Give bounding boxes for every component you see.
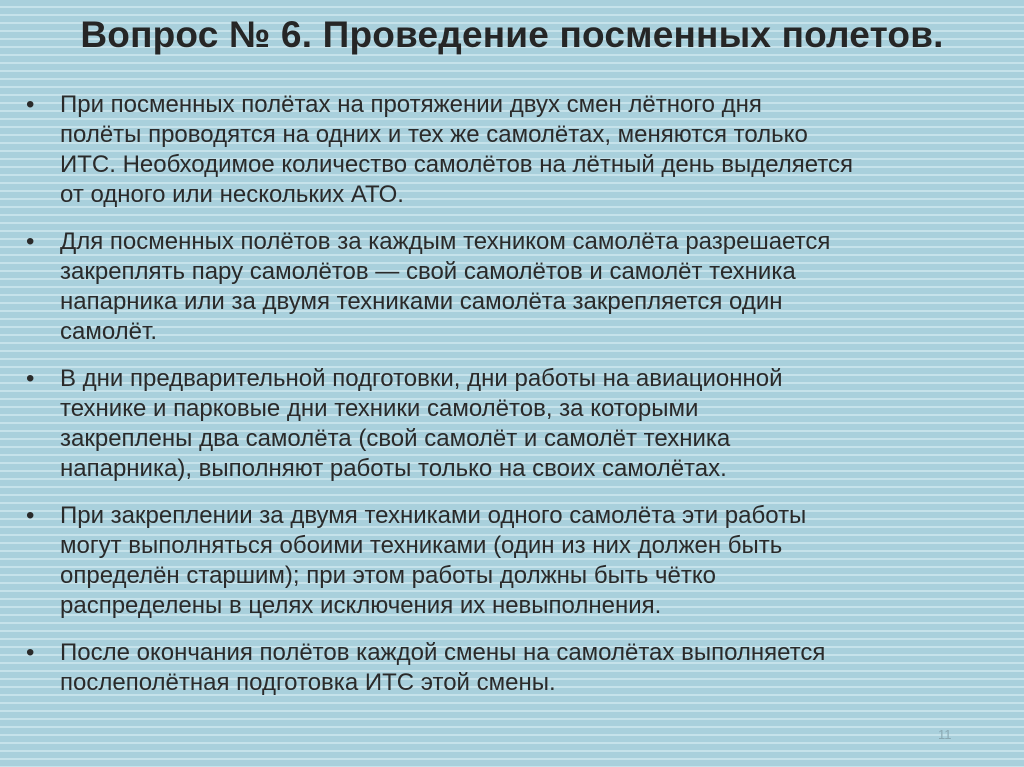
bullet-text: В дни предварительной подготовки, дни работы на авиационной технике и парковые дни техники самолётов, за которыми закреплены два самолёта (свой самолёт и самолёт техника напарника), выполняют работы только на своих самолётах.: [60, 365, 783, 482]
bullet-text: После окончания полётов каждой смены на самолётах выполняется послеполётная подготовка ИТС этой смены.: [60, 639, 826, 696]
bullet-item: [24, 501, 1004, 621]
slide-title: Вопрос № 6. Проведение посменных полетов.: [80, 14, 944, 55]
bullet-item: [24, 364, 1004, 484]
page-number: 11: [938, 727, 952, 742]
bullet-icon: •: [26, 91, 35, 118]
bullet-item: [24, 638, 1004, 698]
bullet-icon: •: [26, 365, 35, 392]
bullet-item: [24, 90, 1004, 210]
bullet-text: Для посменных полётов за каждым техником самолёта разрешается закреплять пару самолётов — свой самолётов и самолёт техника напарника или за двумя техниками самолёта закрепляется один самолёт.: [60, 228, 831, 345]
bullet-item: [24, 227, 1004, 347]
bullet-icon: •: [26, 228, 35, 255]
bullet-list: [24, 90, 1004, 715]
bullet-text: При закреплении за двумя техниками одного самолёта эти работы могут выполняться обоими техниками (один из них должен быть определён старшим); при этом работы должны быть чётко распределены в целях исключения их невыполнения.: [60, 502, 807, 619]
bullet-icon: •: [26, 502, 35, 529]
bullet-text: При посменных полётах на протяжении двух смен лётного дня полёты проводятся на одних и тех же самолётах, меняются только ИТС. Необходимое количество самолётов на лётный день выделяется от одного или нескольких АТО.: [60, 91, 854, 208]
bullet-icon: •: [26, 639, 35, 666]
